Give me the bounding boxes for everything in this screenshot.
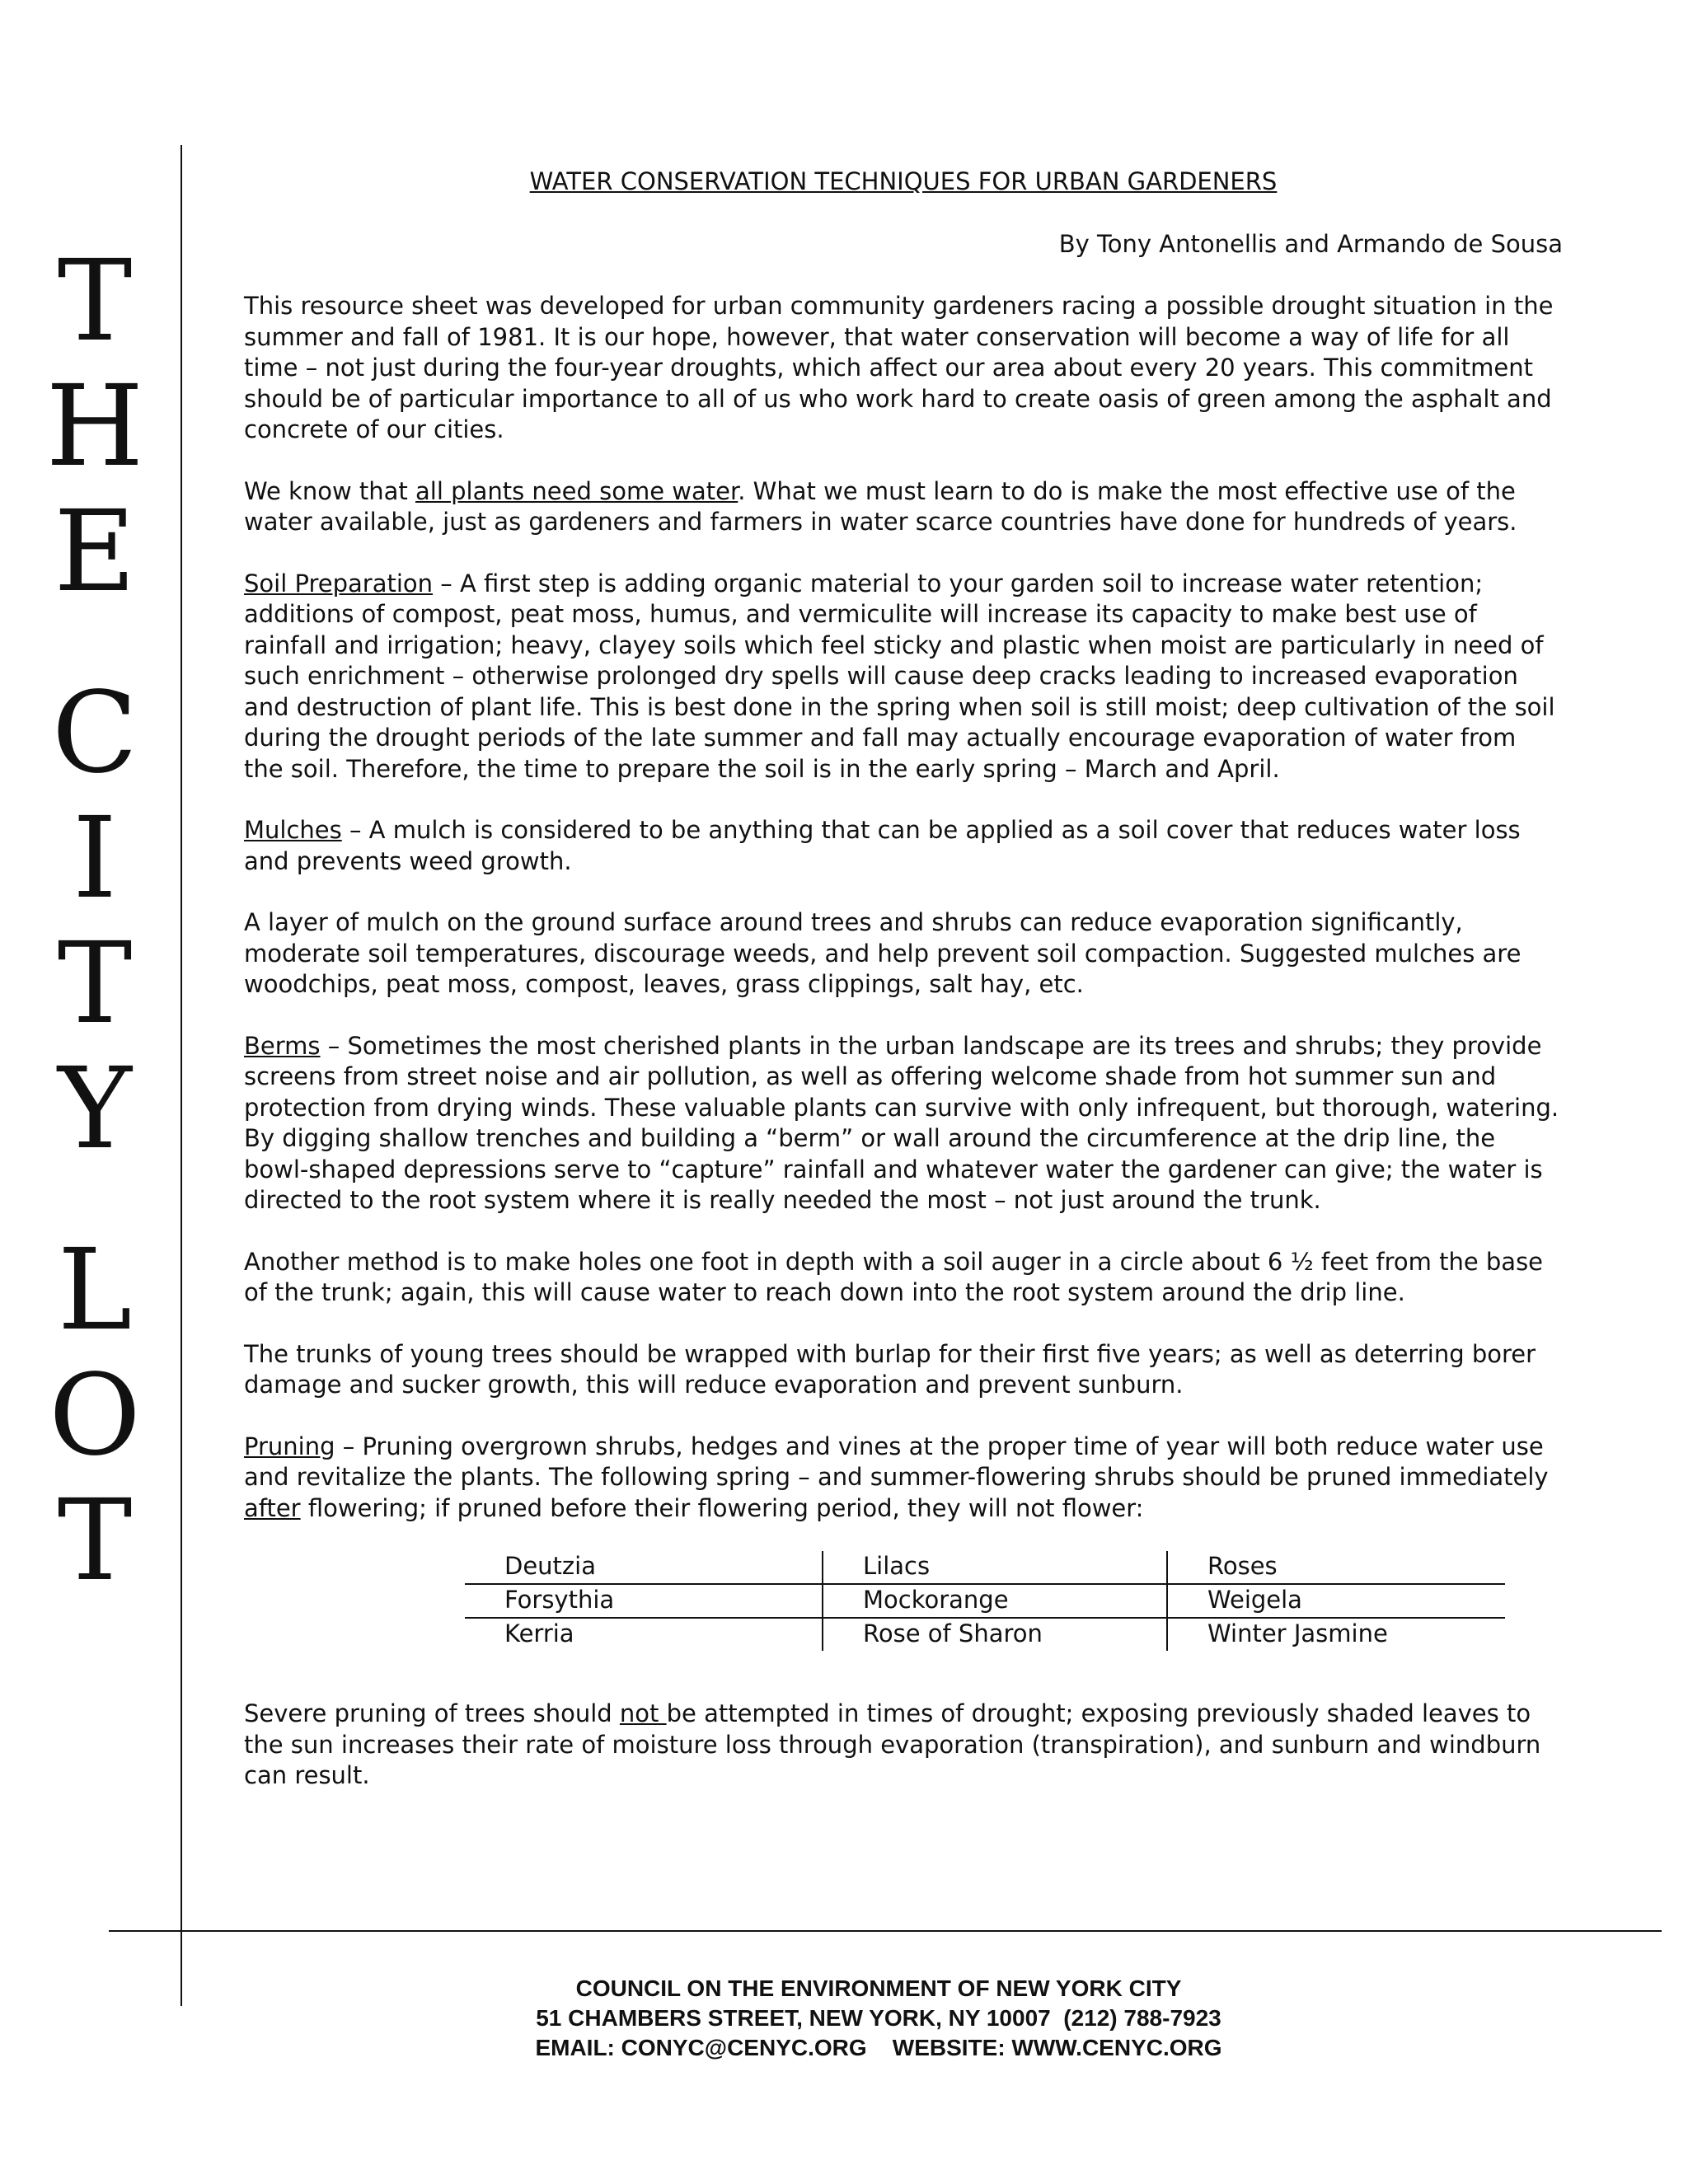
trunks-paragraph: The trunks of young trees should be wrapped with burlap for their first five years; as well as deterring borer damage and sucker growth, this will reduce evaporation and prevent sunburn. xyxy=(244,1339,1536,1399)
table-cell: Rose of Sharon xyxy=(823,1618,1167,1651)
table-cell: Roses xyxy=(1167,1551,1505,1584)
side-title-letter: Y xyxy=(58,1044,132,1174)
underlined-word-after: after xyxy=(244,1493,301,1522)
table-row xyxy=(465,1551,1505,1584)
table-row xyxy=(465,1618,1505,1651)
table-row xyxy=(465,1584,1505,1618)
side-title-letter: T xyxy=(57,237,133,367)
table-cell: Mockorange xyxy=(823,1584,1167,1618)
side-title-letter: L xyxy=(57,1226,133,1356)
section-heading-soil-preparation: Soil Preparation xyxy=(244,569,434,598)
page-title: WATER CONSERVATION TECHNIQUES FOR URBAN GARDENERS xyxy=(529,167,1278,195)
table-cell: Kerria xyxy=(465,1618,823,1651)
footer-contact: EMAIL: CONYC@CENYC.ORG WEBSITE: WWW.CENYC.ORG xyxy=(535,2035,1222,2060)
document-body xyxy=(244,166,1563,1822)
underlined-word-not: not xyxy=(619,1699,667,1727)
severe-pruning-paragraph: Severe pruning of trees should not be attempted in times of drought; exposing previously shaded leaves to the sun increases their rate of moisture loss through evaporation (transpiration), and sunburn and windburn can result. xyxy=(244,1699,1541,1789)
section-heading-pruning: Pruning xyxy=(244,1432,335,1460)
table-cell: Weigela xyxy=(1167,1584,1505,1618)
byline: By Tony Antonellis and Armando de Sousa xyxy=(1058,229,1563,258)
vertical-divider xyxy=(181,145,182,2006)
side-title-letter: C xyxy=(51,668,138,799)
section-heading-mulches: Mulches xyxy=(244,816,342,844)
underlined-phrase: all plants need some water xyxy=(415,476,738,505)
side-title-letter: E xyxy=(54,487,136,617)
mulch-layer-paragraph: A layer of mulch on the ground surface around trees and shrubs can reduce evaporation significantly, moderate soil temperatures, discourage weeds, and help prevent soil compaction. Suggested mulches are woodchips, peat moss, compost, leaves, grass clippings, salt hay, etc. xyxy=(244,908,1522,998)
table-cell: Forsythia xyxy=(465,1584,823,1618)
section-heading-berms: Berms xyxy=(244,1031,321,1060)
horizontal-divider xyxy=(109,1930,1662,1932)
shrub-table xyxy=(465,1551,1505,1651)
soil-preparation-paragraph: Soil Preparation – A first step is adding organic material to your garden soil to increase water retention; additions of compost, peat moss, humus, and vermiculite will increase its capacity to make best use of rainfall and irrigation; heavy, clayey soils which feel sticky and plastic when moist are particularly in need of such enrichment – otherwise prolonged dry spells will cause deep cracks leading to increased evaporation and destruction of plant life. This is best done in the spring when soil is still moist; deep cultivation of the soil during the drought periods of the late summer and fall may actually encourage evaporation of water from the soil. Therefore, the time to prepare the soil is in the early spring – March and April. xyxy=(244,569,1555,783)
table-cell: Lilacs xyxy=(823,1551,1167,1584)
table-cell: Deutzia xyxy=(465,1551,823,1584)
pruning-paragraph: Pruning – Pruning overgrown shrubs, hedges and vines at the proper time of year will both reduce water use and revitalize the plants. The following spring – and summer-flowering shrubs should be pruned immediately after flowering; if pruned before their flowering period, they will not flower: xyxy=(244,1432,1549,1522)
footer-organization: COUNCIL ON THE ENVIRONMENT OF NEW YORK CITY xyxy=(575,1975,1182,2001)
water-paragraph: We know that all plants need some water. What we must learn to do is make the most effective use of the water available, just as gardeners and farmers in water scarce countries have done for hundreds of years. xyxy=(244,476,1517,536)
side-title-the-city-lot xyxy=(33,239,157,1604)
mulches-paragraph: Mulches – A mulch is considered to be anything that can be applied as a soil cover that reduces water loss and prevents weed growth. xyxy=(244,816,1521,875)
table-cell: Winter Jasmine xyxy=(1207,1619,1388,1647)
side-title-letter: O xyxy=(49,1351,141,1481)
intro-paragraph: This resource sheet was developed for urban community gardeners racing a possible drought situation in the summer and fall of 1981. It is our hope, however, that water conservation will become a way of life for all time – not just during the four-year droughts, which affect our area about every 20 years. This commitment should be of particular importance to all of us who work hard to create oasis of green among the asphalt and concrete of our cities. xyxy=(244,292,1554,443)
side-title-letter: H xyxy=(45,362,144,492)
side-title-letter: T xyxy=(57,1476,133,1606)
side-title-letter: I xyxy=(73,794,117,924)
side-title-letter: T xyxy=(57,919,133,1049)
auger-paragraph: Another method is to make holes one foot in depth with a soil auger in a circle about 6 ½ feet from the base of the trunk; again, this will cause water to reach down into the root system around the drip line. xyxy=(244,1247,1544,1306)
footer xyxy=(244,1974,1513,2063)
berms-paragraph: Berms – Sometimes the most cherished plants in the urban landscape are its trees and shrubs; they provide screens from street noise and air pollution, as well as offering welcome shade from hot summer sun and protection from drying winds. These valuable plants can survive with only infrequent, but thorough, watering. By digging shallow trenches and building a “berm” or wall around the circumference at the drip line, the bowl-shaped depressions serve to “capture” rainfall and whatever water the gardener can give; the water is directed to the root system where it is really needed the most – not just around the trunk. xyxy=(244,1031,1559,1214)
footer-address: 51 CHAMBERS STREET, NEW YORK, NY 10007 (212) 788-7923 xyxy=(536,2005,1221,2031)
